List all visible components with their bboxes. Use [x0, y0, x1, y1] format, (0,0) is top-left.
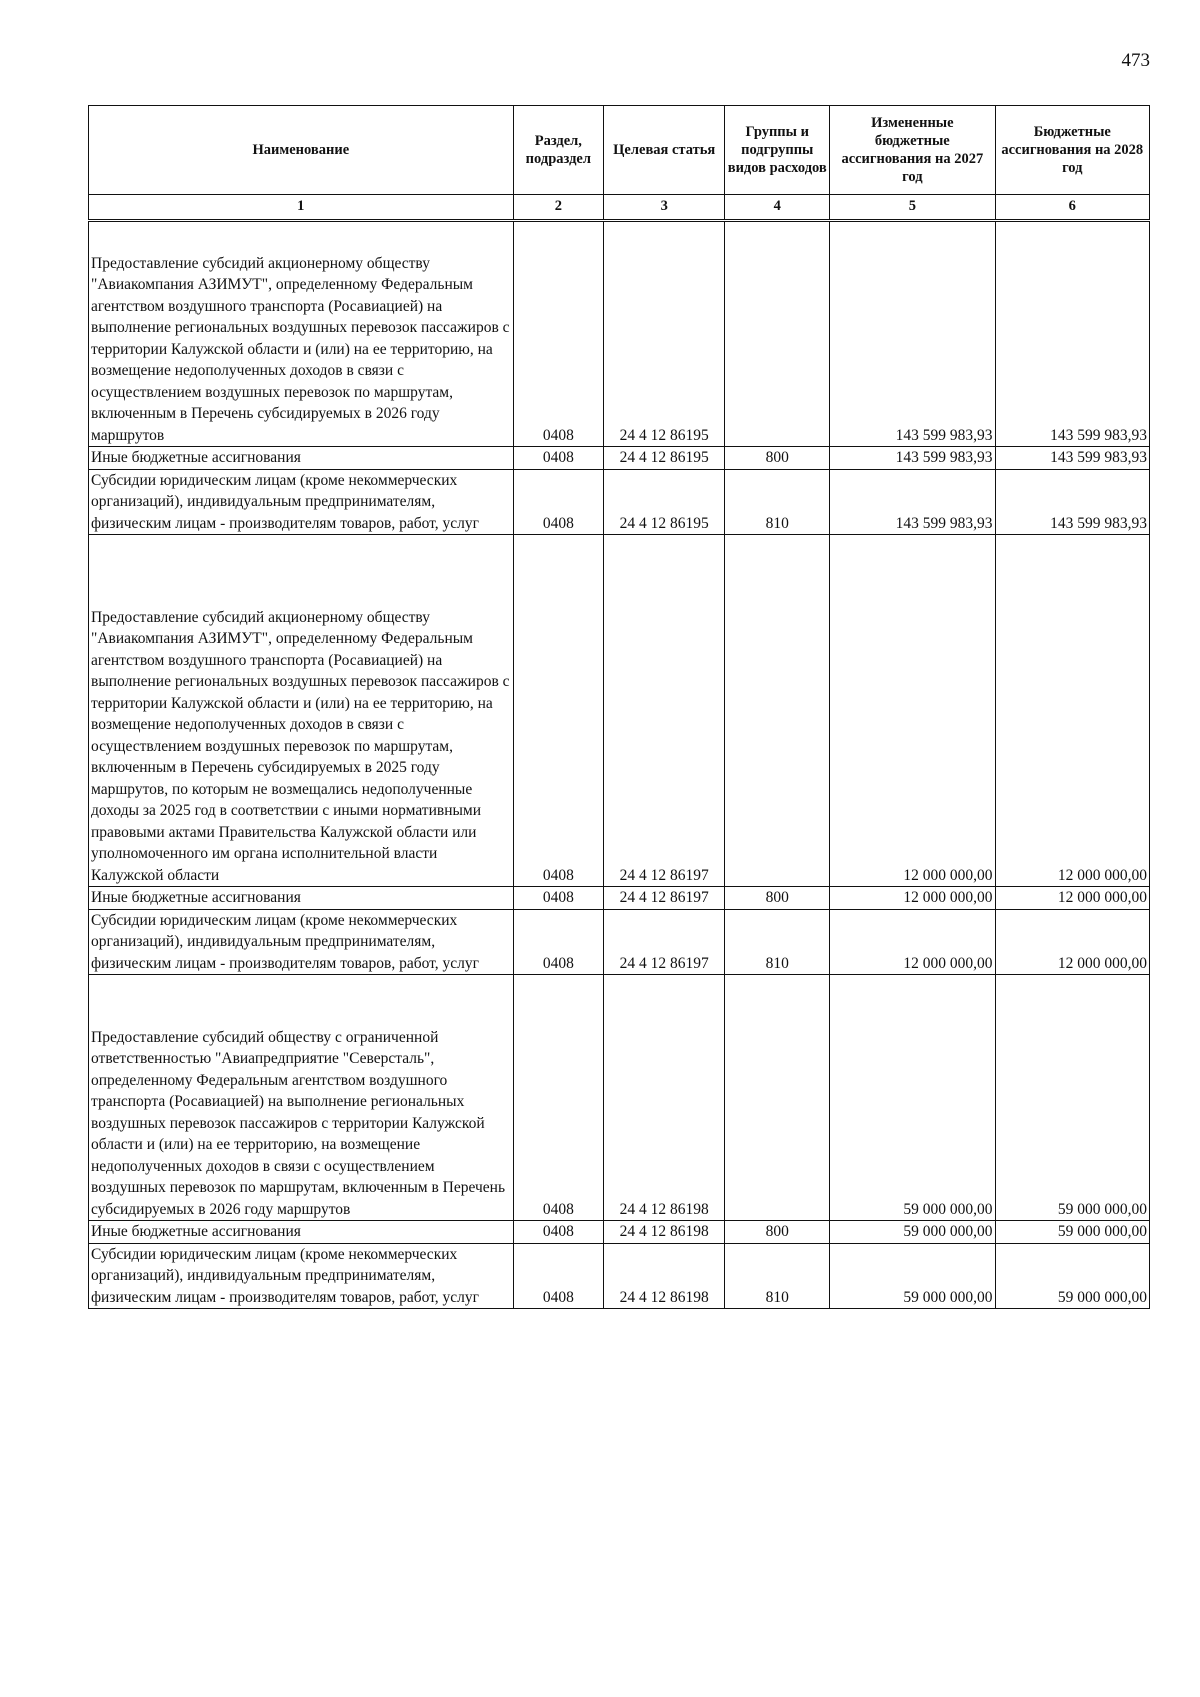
row-amount-2027: 143 599 983,93 [830, 447, 995, 470]
col-header-amount-2028: Бюджетные ассигнования на 2028 год [995, 106, 1149, 195]
row-section: 0408 [513, 975, 603, 1221]
row-group: 810 [725, 469, 830, 535]
table-row [89, 975, 1150, 1221]
row-amount-2027: 59 000 000,00 [830, 975, 995, 1221]
col-num-5: 5 [830, 195, 995, 221]
row-group: 810 [725, 1243, 830, 1309]
row-group: 800 [725, 447, 830, 470]
row-article: 24 4 12 86198 [604, 1221, 725, 1244]
row-amount-2028: 59 000 000,00 [995, 1243, 1149, 1309]
row-amount-2027: 59 000 000,00 [830, 1221, 995, 1244]
row-section: 0408 [513, 909, 603, 975]
table-row [89, 887, 1150, 910]
row-amount-2027: 59 000 000,00 [830, 1243, 995, 1309]
row-section: 0408 [513, 887, 603, 910]
page-number: 473 [1121, 50, 1150, 71]
row-name: Субсидии юридическим лицам (кроме некоммерческих организаций), индивидуальным предпринимателям, физическим лицам - производителям товаров, работ, услуг [89, 909, 514, 975]
col-header-name: Наименование [89, 106, 514, 195]
col-header-amount-2027: Измененные бюджетные ассигнования на 2027 год [830, 106, 995, 195]
row-group: 810 [725, 909, 830, 975]
row-amount-2028: 143 599 983,93 [995, 447, 1149, 470]
row-article: 24 4 12 86197 [604, 887, 725, 910]
row-article: 24 4 12 86195 [604, 221, 725, 447]
row-group: 800 [725, 887, 830, 910]
row-amount-2027: 12 000 000,00 [830, 535, 995, 887]
col-num-1: 1 [89, 195, 514, 221]
row-amount-2027: 143 599 983,93 [830, 469, 995, 535]
row-amount-2028: 59 000 000,00 [995, 1221, 1149, 1244]
row-amount-2028: 12 000 000,00 [995, 909, 1149, 975]
table-row [89, 221, 1150, 447]
row-name: Субсидии юридическим лицам (кроме некоммерческих организаций), индивидуальным предпринимателям, физическим лицам - производителям товаров, работ, услуг [89, 1243, 514, 1309]
row-name: Предоставление субсидий акционерному обществу "Авиакомпания АЗИМУТ", определенному Федеральным агентством воздушного транспорта (Росавиацией) на выполнение региональных воздушных перевозок пассажиров с территории Калужской области и (или) на ее территорию, на возмещение недополученных доходов в связи с осуществлением воздушных перевозок по маршрутам, включенным в Перечень субсидируемых в 2025 году маршрутов, по которым не возмещались недополученные доходы за 2025 год в соответствии с иными нормативными правовыми актами Правительства Калужской области или уполномоченного им органа исполнительной власти Калужской области [89, 535, 514, 887]
header-row [89, 106, 1150, 195]
row-group: 800 [725, 1221, 830, 1244]
row-section: 0408 [513, 469, 603, 535]
row-article: 24 4 12 86195 [604, 447, 725, 470]
row-amount-2027: 12 000 000,00 [830, 909, 995, 975]
row-group [725, 975, 830, 1221]
table-row [89, 447, 1150, 470]
row-amount-2028: 143 599 983,93 [995, 469, 1149, 535]
table-row [89, 1243, 1150, 1309]
table-row [89, 535, 1150, 887]
col-header-article: Целевая статья [604, 106, 725, 195]
col-num-6: 6 [995, 195, 1149, 221]
budget-table [88, 105, 1150, 1309]
row-article: 24 4 12 86197 [604, 535, 725, 887]
row-article: 24 4 12 86195 [604, 469, 725, 535]
row-section: 0408 [513, 447, 603, 470]
table-row [89, 1221, 1150, 1244]
table-row [89, 469, 1150, 535]
row-amount-2027: 143 599 983,93 [830, 221, 995, 447]
col-num-4: 4 [725, 195, 830, 221]
row-section: 0408 [513, 535, 603, 887]
row-name: Иные бюджетные ассигнования [89, 447, 514, 470]
table-row [89, 909, 1150, 975]
row-section: 0408 [513, 1243, 603, 1309]
col-num-3: 3 [604, 195, 725, 221]
col-header-group: Группы и подгруппы видов расходов [725, 106, 830, 195]
row-amount-2028: 12 000 000,00 [995, 535, 1149, 887]
row-name: Предоставление субсидий обществу с ограниченной ответственностью "Авиапредприятие "Северсталь", определенному Федеральным агентством воздушного транспорта (Росавиацией) на выполнение региональных воздушных перевозок пассажиров с территории Калужской области и (или) на ее территорию, на возмещение недополученных доходов в связи с осуществлением воздушных перевозок по маршрутам, включенным в Перечень субсидируемых в 2026 году маршрутов [89, 975, 514, 1221]
row-section: 0408 [513, 221, 603, 447]
row-group [725, 221, 830, 447]
col-num-2: 2 [513, 195, 603, 221]
row-article: 24 4 12 86197 [604, 909, 725, 975]
row-article: 24 4 12 86198 [604, 975, 725, 1221]
row-name: Иные бюджетные ассигнования [89, 1221, 514, 1244]
row-name: Предоставление субсидий акционерному обществу "Авиакомпания АЗИМУТ", определенному Федеральным агентством воздушного транспорта (Росавиацией) на выполнение региональных воздушных перевозок пассажиров с территории Калужской области и (или) на ее территорию, на возмещение недополученных доходов в связи с осуществлением воздушных перевозок по маршрутам, включенным в Перечень субсидируемых в 2026 году маршрутов [89, 221, 514, 447]
row-article: 24 4 12 86198 [604, 1243, 725, 1309]
row-group [725, 535, 830, 887]
row-name: Иные бюджетные ассигнования [89, 887, 514, 910]
column-numbers-row [89, 195, 1150, 221]
col-header-section: Раздел, подраздел [513, 106, 603, 195]
row-amount-2028: 12 000 000,00 [995, 887, 1149, 910]
row-amount-2027: 12 000 000,00 [830, 887, 995, 910]
row-amount-2028: 59 000 000,00 [995, 975, 1149, 1221]
row-amount-2028: 143 599 983,93 [995, 221, 1149, 447]
row-name: Субсидии юридическим лицам (кроме некоммерческих организаций), индивидуальным предпринимателям, физическим лицам - производителям товаров, работ, услуг [89, 469, 514, 535]
row-section: 0408 [513, 1221, 603, 1244]
